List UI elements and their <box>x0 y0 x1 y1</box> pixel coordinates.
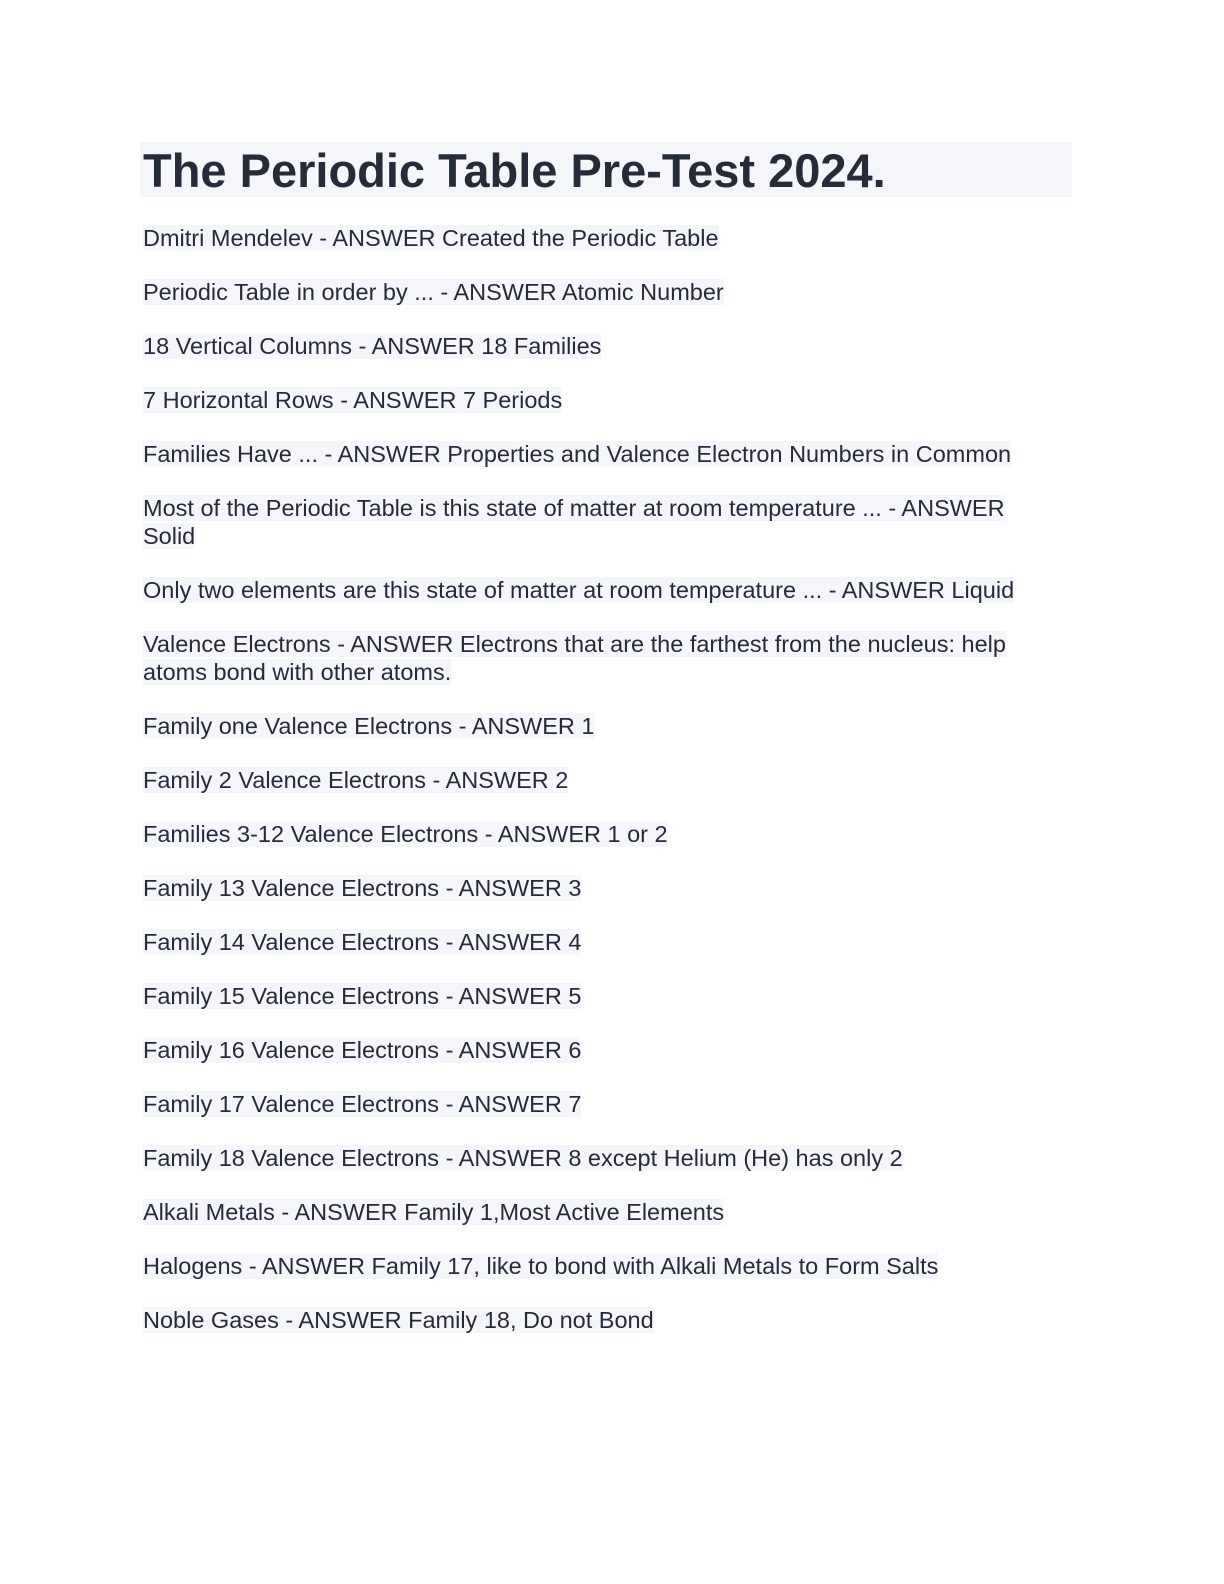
qa-item <box>143 766 1043 794</box>
qa-text: Periodic Table in order by ... - ANSWER Atomic Number <box>143 279 724 305</box>
qa-text: Family 18 Valence Electrons - ANSWER 8 except Helium (He) has only 2 <box>143 1145 903 1171</box>
qa-text: Only two elements are this state of matter at room temperature ... - ANSWER Liquid <box>143 577 1015 603</box>
qa-item <box>143 630 1043 686</box>
qa-item <box>143 494 1043 550</box>
qa-text: Noble Gases - ANSWER Family 18, Do not Bond <box>143 1307 654 1333</box>
qa-item <box>143 576 1043 604</box>
qa-item <box>143 278 1043 306</box>
qa-text: Family 2 Valence Electrons - ANSWER 2 <box>143 767 569 793</box>
qa-item <box>143 982 1043 1010</box>
qa-text: Most of the Periodic Table is this state of matter at room temperature ... - ANSWER Solid <box>143 495 1005 549</box>
page-title: The Periodic Table Pre-Test 2024. <box>143 144 886 197</box>
qa-text: Valence Electrons - ANSWER Electrons that are the farthest from the nucleus: help atoms bond with other atoms. <box>143 631 1006 685</box>
qa-item <box>143 332 1043 360</box>
qa-text: Family 13 Valence Electrons - ANSWER 3 <box>143 875 582 901</box>
qa-item <box>143 224 1043 252</box>
qa-item <box>143 820 1043 848</box>
title-block <box>140 142 1072 197</box>
qa-text: Families Have ... - ANSWER Properties and Valence Electron Numbers in Common <box>143 441 1012 467</box>
qa-text: Family 14 Valence Electrons - ANSWER 4 <box>143 929 582 955</box>
qa-list <box>143 224 1043 1360</box>
qa-text: Family one Valence Electrons - ANSWER 1 <box>143 713 595 739</box>
qa-item <box>143 874 1043 902</box>
qa-item <box>143 928 1043 956</box>
qa-item <box>143 386 1043 414</box>
qa-text: Dmitri Mendelev - ANSWER Created the Periodic Table <box>143 225 719 251</box>
qa-item <box>143 1144 1043 1172</box>
qa-item <box>143 712 1043 740</box>
qa-text: 18 Vertical Columns - ANSWER 18 Families <box>143 333 602 359</box>
qa-text: Alkali Metals - ANSWER Family 1,Most Active Elements <box>143 1199 725 1225</box>
qa-item <box>143 1090 1043 1118</box>
qa-text: 7 Horizontal Rows - ANSWER 7 Periods <box>143 387 563 413</box>
qa-text: Family 15 Valence Electrons - ANSWER 5 <box>143 983 582 1009</box>
qa-item <box>143 440 1043 468</box>
qa-item <box>143 1198 1043 1226</box>
qa-text: Family 16 Valence Electrons - ANSWER 6 <box>143 1037 582 1063</box>
qa-item <box>143 1252 1043 1280</box>
qa-item <box>143 1306 1043 1334</box>
qa-item <box>143 1036 1043 1064</box>
qa-text: Family 17 Valence Electrons - ANSWER 7 <box>143 1091 582 1117</box>
qa-text: Halogens - ANSWER Family 17, like to bond with Alkali Metals to Form Salts <box>143 1253 939 1279</box>
qa-text: Families 3-12 Valence Electrons - ANSWER 1 or 2 <box>143 821 668 847</box>
